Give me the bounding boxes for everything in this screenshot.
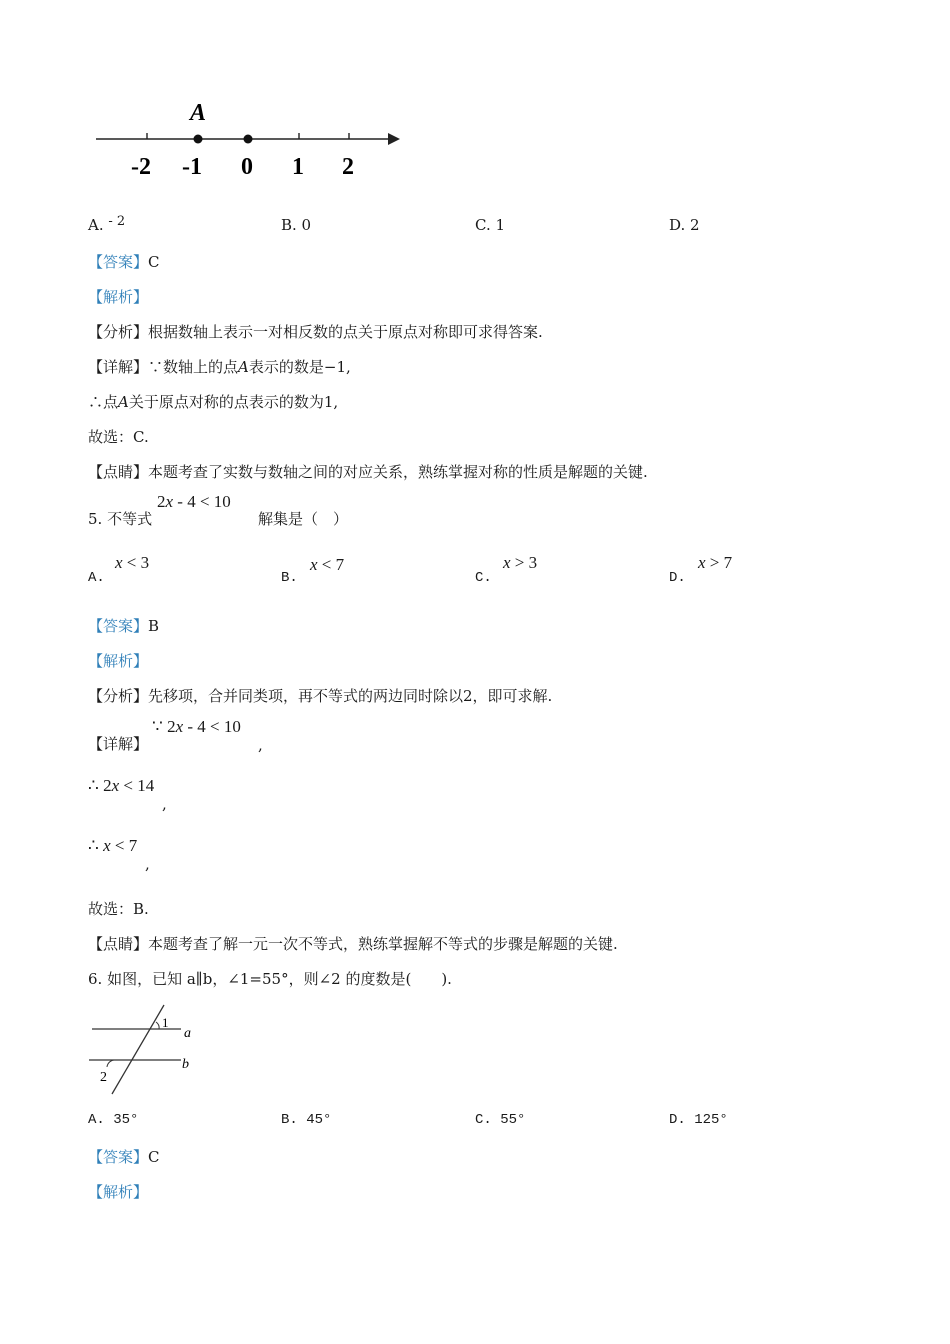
q6-stem: 6. 如图，已知 a∥b，∠1=55°，则∠2 的度数是( ). [88,970,452,988]
q5-xiangjie-tag: 【详解】 [88,735,149,753]
tick-label: 2 [342,154,354,180]
transversal [112,1005,164,1094]
q4-option-d: D. 2 [669,216,700,234]
q4-xiangjie: 【详解】∵数轴上的点A表示的数是−1, [88,358,351,376]
line-b-label: b [182,1057,189,1072]
q6-option-b: B. 45° [281,1112,332,1128]
q5-answer: 【答案】B [88,617,160,635]
answer-tag: 【答案】 [88,1148,149,1166]
point-a-dot [194,135,203,144]
q4-option-a: A. - 2 [88,214,126,234]
angle-1-label: 1 [162,1015,169,1030]
q6-option-d: D. 125° [669,1112,728,1128]
angle-2-label: 2 [100,1070,107,1085]
q5-option-b-label: B. [281,570,298,586]
q4-answer: 【答案】C [88,253,160,271]
q5-option-c-label: C. [475,570,492,586]
parallel-lines-figure [86,1002,206,1097]
q5-option-a-label: A. [88,570,105,586]
number-line-figure [88,95,408,185]
q5-jiexi-tag: 【解析】 [88,652,149,670]
comma: , [145,855,150,873]
q5-step3: ∴ x < 7 [88,836,138,855]
axis-arrow [388,133,400,145]
q4-dianjing: 【点睛】本题考查了实数与数轴之间的对应关系，熟练掌握对称的性质是解题的关键. [88,463,648,481]
q5-option-a: x < 3 [115,553,150,572]
q4-option-b: B. 0 [281,216,312,234]
q5-option-b: x < 7 [310,555,345,574]
tick-label: 1 [292,154,304,180]
comma: , [258,736,263,754]
tick-label: -1 [182,154,202,180]
q6-option-c: C. 55° [475,1112,526,1128]
q5-guxuan: 故选：B. [88,900,149,918]
q6-jiexi-tag: 【解析】 [88,1183,149,1201]
q4-guxuan: 故选：C. [88,428,149,446]
q6-answer: 【答案】C [88,1148,160,1166]
q4-step2: ∴点A关于原点对称的点表示的数为1, [88,393,339,411]
q4-fenxi: 【分析】根据数轴上表示一对相反数的点关于原点对称即可求得答案. [88,323,543,341]
origin-dot [244,135,253,144]
q5-fenxi: 【分析】先移项，合并同类项，再不等式的两边同时除以2，即可求解. [88,687,553,705]
point-a-label: A [190,100,207,126]
tick-label: 0 [241,154,253,180]
q5-stem-math: 2x - 4 < 10 [157,492,231,511]
q5-stem-pre: 5. 不等式 [88,510,153,528]
comma: , [162,795,167,813]
answer-tag: 【答案】 [88,617,149,635]
q5-stem-post: 解集是（ ） [258,510,349,528]
q5-option-d-label: D. [669,570,686,586]
q5-step2: ∴ 2x < 14 [88,776,155,795]
tick-label: -2 [131,154,151,180]
q5-step1: ∵ 2x - 4 < 10 [152,717,241,736]
q6-option-a: A. 35° [88,1112,139,1128]
line-a-label: a [184,1026,191,1041]
answer-tag: 【答案】 [88,253,149,271]
q5-option-d: x > 7 [698,553,733,572]
q4-jiexi-tag: 【解析】 [88,288,149,306]
q5-option-c: x > 3 [503,553,538,572]
q4-option-c: C. 1 [475,216,506,234]
q5-dianjing: 【点睛】本题考查了解一元一次不等式，熟练掌握解不等式的步骤是解题的关键. [88,935,618,953]
